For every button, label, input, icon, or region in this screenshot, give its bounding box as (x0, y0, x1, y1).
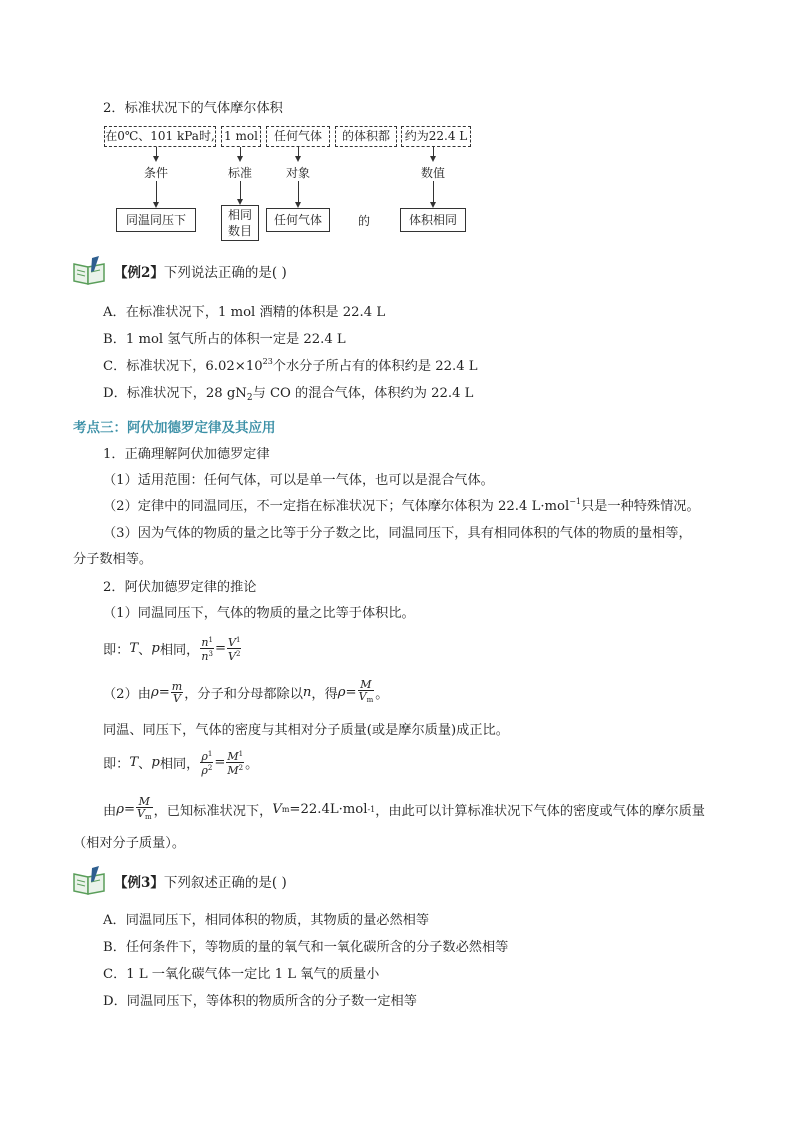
formula-var: n (201, 649, 209, 663)
option-c (103, 355, 478, 374)
formula-text: ，已知标准状况下， (153, 803, 273, 819)
formula-var: V (137, 806, 145, 820)
formula-var: n (302, 684, 312, 700)
formula-2 (103, 675, 388, 709)
subscript: 2 (246, 393, 253, 403)
arrow-down-icon (237, 156, 243, 162)
law-paragraph: （3）因为气体的物质的量之比等于分子数之比，同温同压下，具有相同体积的气体的物质的量相等， (103, 526, 692, 541)
example-3-header (72, 864, 287, 898)
formula-text: ，得 (311, 686, 338, 702)
corollary-heading: 2．阿伏加德罗定律的推论 (103, 580, 257, 595)
formula-1 (103, 631, 242, 665)
arrow-down-icon (295, 156, 301, 162)
formula-4 (103, 792, 705, 826)
formula-text: 。 (245, 756, 259, 772)
formula-var: n (201, 635, 209, 649)
diagram-label: 对象 (286, 166, 311, 180)
formula-var: ρ (201, 763, 208, 777)
diagram-label: 数值 (421, 166, 446, 180)
formula-3 (103, 745, 258, 779)
section-title: 考点三：阿伏加德罗定律及其应用 (73, 420, 276, 436)
connector-line (156, 181, 157, 203)
superscript: 1 (235, 635, 241, 644)
superscript: -1 (367, 804, 376, 814)
formula-text: 由 (103, 803, 117, 819)
formula-var: M (227, 749, 239, 763)
book-pen-icon (72, 256, 106, 286)
formula-text: = (214, 640, 226, 656)
superscript: 2 (235, 649, 241, 658)
connector-line (433, 181, 434, 203)
option-text: 个水分子所占有的体积约是 22.4 L (272, 359, 478, 374)
option-b: B．任何条件下，等物质的量的氧气和一氧化碳所含的分子数必然相等 (103, 940, 509, 955)
law-text: 只是一种特殊情况。 (580, 499, 700, 514)
formula-text: = (158, 684, 170, 700)
fraction (226, 749, 244, 776)
connector-line (298, 181, 299, 203)
option-text: 与 CO 的混合气体，体积约为 22.4 L (252, 386, 474, 401)
formula-var: V (358, 689, 367, 703)
formula-var: p (151, 640, 160, 656)
formula-text: 相同， (159, 642, 200, 658)
example-question: 下列说法正确的是( ) (163, 265, 287, 281)
option-a: A．在标准状况下，1 mol 酒精的体积是 22.4 L (103, 305, 386, 320)
formula-text: 、 (138, 642, 152, 658)
diagram-top-box: 1 mol (221, 126, 261, 147)
formula-text: 相同， (159, 756, 200, 772)
formula-text: （2）由 (103, 686, 151, 702)
option-c: C．1 L 一氧化碳气体一定比 1 L 氧气的质量小 (103, 967, 380, 982)
superscript: −1 (569, 497, 581, 506)
formula-text: = (345, 684, 357, 700)
law-text: （2）定律中的同温同压，不一定指在标准状况下；气体摩尔体积为 22.4 L·mol (103, 499, 570, 514)
option-a: A．同温同压下，相同体积的物质，其物质的量必然相等 (103, 913, 430, 928)
section-heading: 2．标准状况下的气体摩尔体积 (103, 101, 283, 116)
formula-var: M (358, 679, 375, 691)
option-b: B．1 mol 氢气所占的体积一定是 22.4 L (103, 332, 346, 347)
arrow-down-icon (153, 156, 159, 162)
formula-text: 即： (103, 756, 130, 772)
option-text: C．标准状况下，6.02×10 (103, 359, 263, 374)
option-d: D．同温同压下，等体积的物质所含的分子数一定相等 (103, 994, 417, 1009)
law-heading: 1．正确理解阿伏加德罗定律 (103, 447, 270, 462)
formula-var: m (171, 679, 183, 693)
formula-var: M (227, 763, 239, 777)
superscript: 23 (262, 357, 273, 366)
fraction (136, 796, 153, 823)
subscript: m (366, 695, 374, 704)
law-paragraph: （1）适用范围：任何气体，可以是单一气体，也可以是混合气体。 (103, 473, 494, 488)
formula-var: ρ (150, 684, 159, 700)
formula-text: ，分子和分母都除以 (184, 686, 303, 702)
superscript: 2 (207, 763, 213, 772)
formula-text: = (123, 801, 136, 817)
formula-text: =22.4L·mol (289, 801, 368, 817)
subscript: m (281, 804, 290, 814)
corollary-text: （相对分子质量）。 (73, 836, 186, 851)
diagram-bottom-box (221, 205, 259, 241)
superscript: 3 (208, 649, 213, 658)
diagram-bottom-box: 任何气体 (266, 208, 330, 232)
formula-var: p (151, 754, 160, 770)
formula-var: V (272, 801, 282, 817)
diagram-top-box: 约为22.4 L (401, 126, 471, 147)
diagram-top-box: 在0℃、101 kPa时, (104, 126, 216, 147)
diagram-label: 条件 (144, 166, 169, 180)
book-pen-icon (72, 866, 106, 896)
formula-var: ρ (201, 749, 208, 763)
superscript: 1 (208, 635, 213, 644)
diagram-bottom-box: 同温同压下 (116, 208, 196, 232)
formula-var: ρ (337, 684, 346, 700)
formula-var: T (129, 754, 139, 770)
diagram-bottom-text: 数目 (227, 224, 252, 238)
formula-var: M (136, 796, 153, 808)
diagram-bottom-text: 相同 (227, 208, 252, 222)
superscript: 2 (238, 763, 244, 772)
diagram-label: 标准 (228, 166, 253, 180)
fraction (200, 635, 214, 662)
fraction (171, 681, 183, 704)
fraction (227, 635, 241, 662)
diagram-bottom-box: 体积相同 (400, 208, 466, 232)
formula-var: ρ (116, 801, 124, 817)
fraction (200, 749, 213, 776)
formula-var: V (228, 649, 236, 663)
corollary-text: 同温、同压下，气体的密度与其相对分子质量(或是摩尔质量)成正比。 (103, 723, 509, 738)
formula-text: ，由此可以计算标准状况下气体的密度或气体的摩尔质量 (375, 803, 705, 819)
formula-text: = (214, 754, 226, 770)
example-tag: 【例3】 (114, 875, 164, 891)
fraction (358, 679, 375, 706)
formula-var: T (129, 640, 139, 656)
example-2-header (72, 254, 287, 288)
option-text: D．标准状况下，28 gN (103, 386, 247, 401)
diagram-top-box: 的体积都 (335, 126, 397, 147)
formula-text: 即： (103, 642, 130, 658)
subscript: m (144, 812, 152, 821)
superscript: 1 (207, 749, 213, 758)
formula-text: 、 (138, 756, 152, 772)
superscript: 1 (238, 749, 244, 758)
example-question: 下列叙述正确的是( ) (163, 875, 287, 891)
arrow-down-icon (430, 156, 436, 162)
law-paragraph: 分子数相等。 (73, 552, 153, 567)
corollary-1: （1）同温同压下，气体的物质的量之比等于体积比。 (103, 606, 415, 621)
formula-text: 。 (375, 686, 389, 702)
diagram-label: 的 (358, 214, 371, 228)
example-tag: 【例2】 (114, 265, 164, 281)
formula-var: V (228, 635, 236, 649)
law-paragraph (103, 495, 700, 514)
diagram-top-box: 任何气体 (266, 126, 330, 147)
option-d (103, 382, 473, 403)
connector-line (240, 181, 241, 200)
formula-var: V (173, 691, 181, 705)
